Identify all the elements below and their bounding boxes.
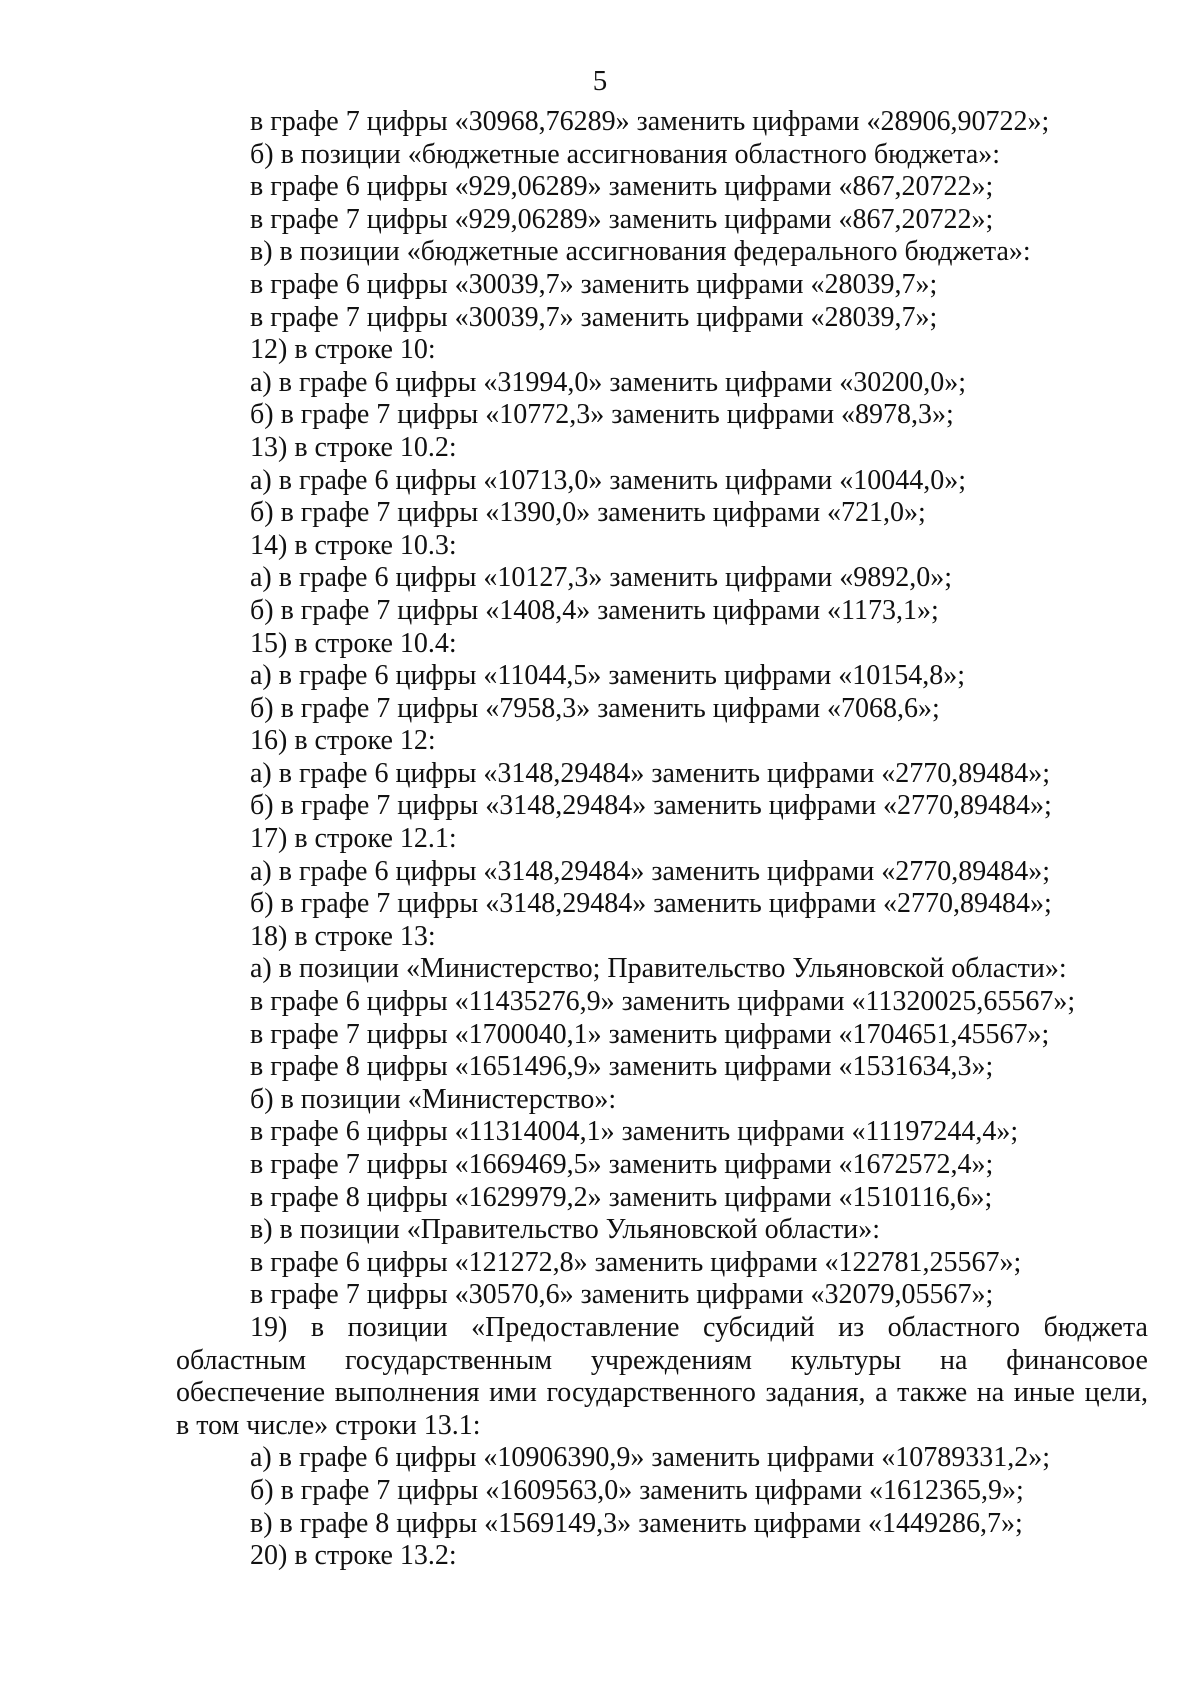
word: учреждениям: [590, 1344, 752, 1376]
text-line: б) в графе 7 цифры «1609563,0» заменить цифрами «1612365,9»;: [250, 1474, 1024, 1506]
text-line: а) в позиции «Министерство; Правительство Ульяновской области»:: [250, 953, 1067, 985]
text-line: б) в графе 7 цифры «1390,0» заменить цифрами «721,0»;: [250, 497, 926, 529]
text-line: а) в графе 6 цифры «3148,29484» заменить цифрами «2770,89484»;: [250, 757, 1051, 789]
word: субсидий: [702, 1311, 815, 1343]
word: обеспечение: [176, 1377, 326, 1409]
text-line: а) в графе 6 цифры «31994,0» заменить цифрами «30200,0»;: [250, 366, 967, 398]
document-body: [0, 106, 1200, 1573]
text-line: б) в позиции «Министерство»:: [250, 1083, 617, 1115]
text-line: в графе 6 цифры «11435276,9» заменить цифрами «11320025,65567»;: [250, 986, 1076, 1018]
word: выполнения: [334, 1377, 480, 1409]
text-line: в графе 6 цифры «929,06289» заменить цифрами «867,20722»;: [250, 171, 994, 203]
word: 19): [250, 1311, 288, 1343]
word: также: [897, 1377, 968, 1409]
justified-line: [0, 1377, 1200, 1410]
text-line: в графе 6 цифры «121272,8» заменить цифрами «122781,25567»;: [250, 1246, 1022, 1278]
word: на: [976, 1377, 1005, 1409]
text-line: а) в графе 6 цифры «3148,29484» заменить цифрами «2770,89484»;: [250, 855, 1051, 887]
text-line: в графе 7 цифры «30570,6» заменить цифрами «32079,05567»;: [250, 1279, 994, 1311]
word: иные: [1013, 1377, 1075, 1409]
text-line: б) в графе 7 цифры «3148,29484» заменить цифрами «2770,89484»;: [250, 790, 1052, 822]
text-line: в графе 7 цифры «929,06289» заменить цифрами «867,20722»;: [250, 203, 994, 235]
text-line: 13) в строке 10.2:: [250, 431, 457, 463]
text-line: б) в графе 7 цифры «7958,3» заменить цифрами «7068,6»;: [250, 692, 940, 724]
text-line: в графе 7 цифры «30039,7» заменить цифрами «28039,7»;: [250, 301, 938, 333]
text-line: 12) в строке 10:: [250, 334, 436, 366]
page-number: 5: [592, 65, 608, 97]
justified-line: [0, 1345, 1200, 1378]
text-line: а) в графе 6 цифры «10713,0» заменить цифрами «10044,0»;: [250, 464, 967, 496]
text-line: в) в позиции «Правительство Ульяновской области»:: [250, 1214, 880, 1246]
word: позиции: [347, 1311, 448, 1343]
text-line: 15) в строке 10.4:: [250, 627, 457, 659]
word: на: [939, 1344, 968, 1376]
word: финансовое: [1006, 1344, 1148, 1376]
word: ими: [489, 1377, 537, 1409]
word: а: [875, 1377, 888, 1409]
text-line: а) в графе 6 цифры «10127,3» заменить цифрами «9892,0»;: [250, 562, 953, 594]
word: из: [838, 1311, 865, 1343]
text-line: 18) в строке 13:: [250, 920, 436, 952]
word: государственным: [344, 1344, 553, 1376]
text-line: б) в позиции «бюджетные ассигнования областного бюджета»:: [250, 138, 1001, 170]
text-line: в графе 7 цифры «1700040,1» заменить цифрами «1704651,45567»;: [250, 1018, 1050, 1050]
word: бюджета: [1043, 1311, 1148, 1343]
word: в: [310, 1311, 325, 1343]
text-line: б) в графе 7 цифры «3148,29484» заменить цифрами «2770,89484»;: [250, 888, 1052, 920]
text-line: в графе 6 цифры «11314004,1» заменить цифрами «11197244,4»;: [250, 1116, 1019, 1148]
text-line: в графе 6 цифры «30039,7» заменить цифрами «28039,7»;: [250, 268, 938, 300]
text-line: 16) в строке 12:: [250, 725, 436, 757]
word: «Предоставление: [471, 1311, 680, 1343]
text-line: а) в графе 6 цифры «11044,5» заменить цифрами «10154,8»;: [250, 660, 965, 692]
text-line: в графе 7 цифры «30968,76289» заменить цифрами «28906,90722»;: [250, 106, 1050, 137]
word: культуры: [790, 1344, 902, 1376]
text-line: в графе 7 цифры «1669469,5» заменить цифрами «1672572,4»;: [250, 1149, 994, 1180]
text-line: в том числе» строки 13.1:: [176, 1409, 481, 1441]
text-line: 20) в строке 13.2:: [250, 1540, 457, 1572]
text-line: в графе 8 цифры «1629979,2» заменить цифрами «1510116,6»;: [250, 1181, 993, 1213]
word: государственного: [546, 1377, 756, 1409]
text-line: 17) в строке 12.1:: [250, 823, 457, 855]
word: областного: [887, 1311, 1021, 1343]
text-line: б) в графе 7 цифры «1408,4» заменить цифрами «1173,1»;: [250, 594, 939, 626]
word: задания,: [765, 1377, 866, 1409]
word: цели,: [1084, 1377, 1148, 1409]
text-line: 14) в строке 10.3:: [250, 529, 457, 561]
text-line: а) в графе 6 цифры «10906390,9» заменить цифрами «10789331,2»;: [250, 1442, 1051, 1474]
word: областным: [176, 1344, 307, 1376]
text-line: в графе 8 цифры «1651496,9» заменить цифрами «1531634,3»;: [250, 1051, 994, 1083]
text-line: в) в графе 8 цифры «1569149,3» заменить цифрами «1449286,7»;: [250, 1507, 1023, 1539]
justified-line: [0, 1312, 1200, 1345]
text-line: б) в графе 7 цифры «10772,3» заменить цифрами «8978,3»;: [250, 399, 954, 431]
text-line: в) в позиции «бюджетные ассигнования федерального бюджета»:: [250, 236, 1031, 268]
